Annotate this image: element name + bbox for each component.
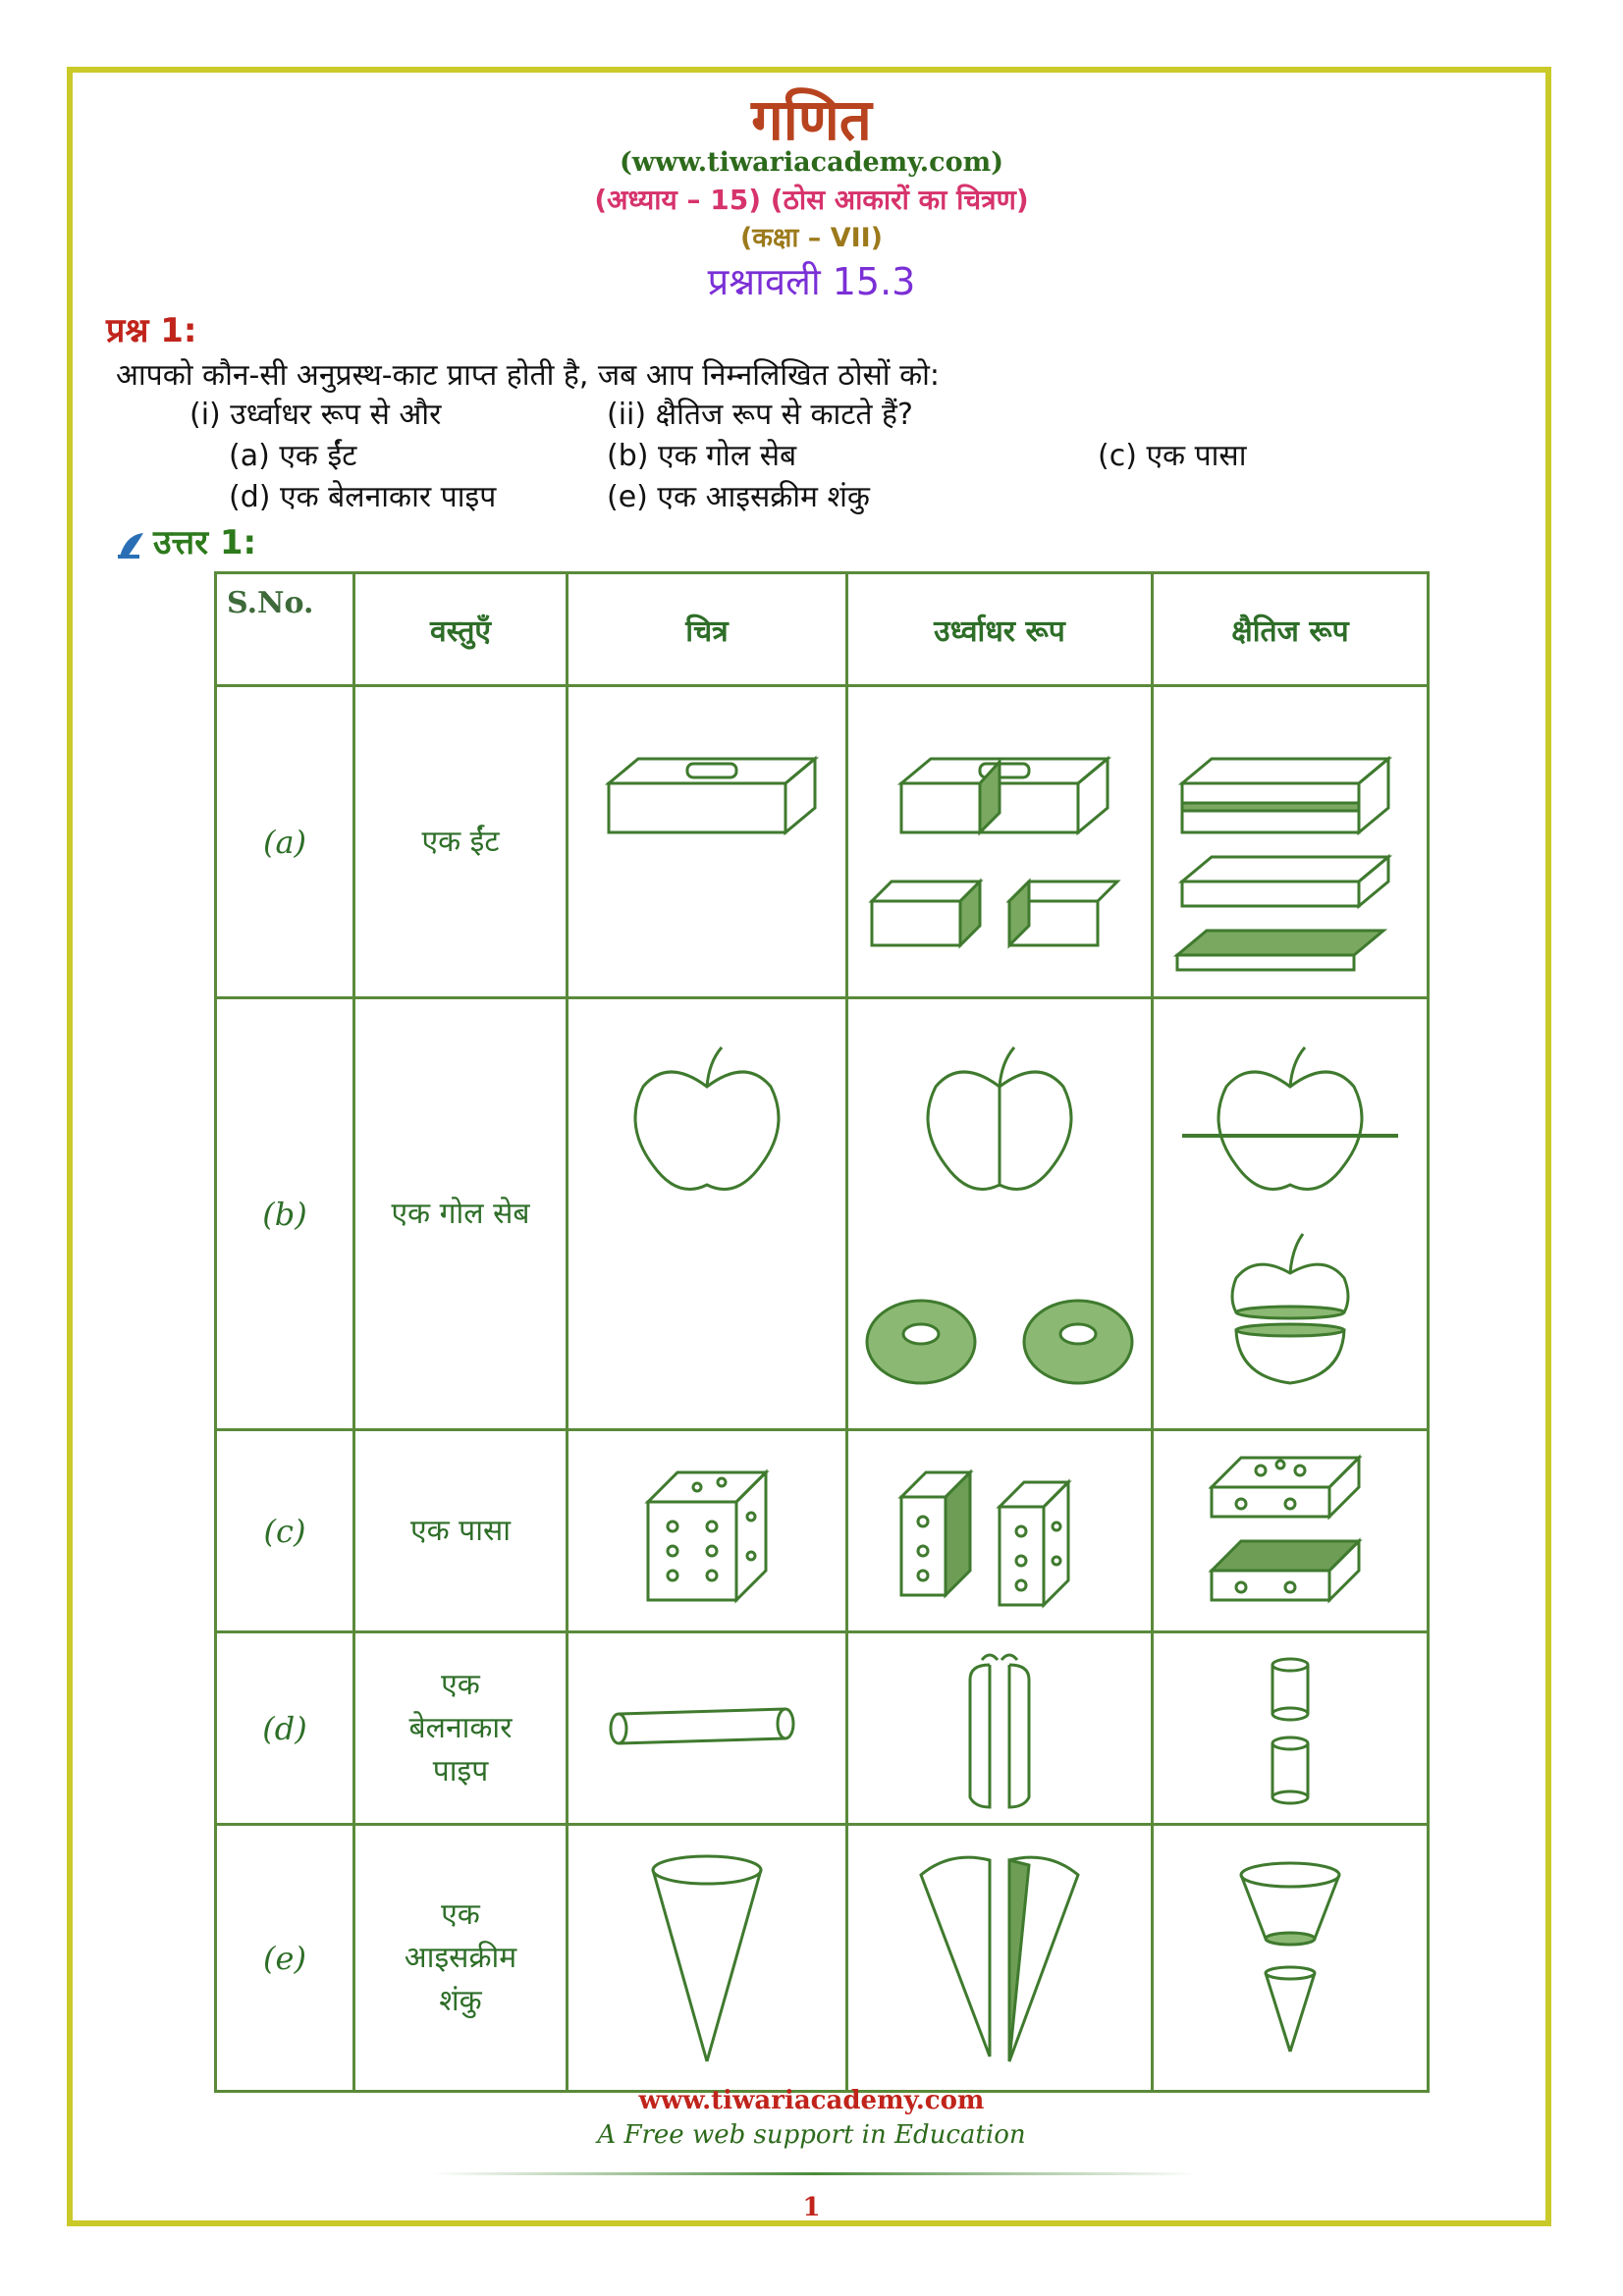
- footer-website-link[interactable]: www.tiwariacademy.com: [638, 2086, 985, 2115]
- brick-vertical-cell: [847, 686, 1153, 998]
- option-c: (c) एक पासा: [1098, 439, 1247, 473]
- row-object-name: एक गोल सेब: [354, 998, 568, 1430]
- exercise-title: प्रश्नावली 15.3: [707, 260, 916, 303]
- header-vertical: उर्ध्वाधर रूप: [847, 573, 1153, 686]
- apple-vertical-cell: [847, 998, 1153, 1430]
- table-row: [216, 686, 1429, 998]
- row-object-name: [354, 1825, 568, 2092]
- brick-figure-cell: [568, 686, 847, 998]
- die-figure-cell: [568, 1430, 847, 1632]
- header-sno: S.No.: [216, 573, 354, 686]
- page-number: 1: [802, 2193, 821, 2222]
- cone-horizontal-cut: [1212, 1836, 1369, 2081]
- mode-vertical: (i) उर्ध्वाधर रूप से और: [189, 398, 442, 432]
- object-name-line: एक: [441, 1667, 480, 1702]
- row-object-name: [354, 1632, 568, 1825]
- pipe-figure-cell: [568, 1632, 847, 1825]
- question-label: प्रश्न 1:: [106, 311, 197, 350]
- option-d: (d) एक बेलनाकार पाइप: [229, 480, 497, 514]
- pipe-horizontal-cut: [1251, 1640, 1329, 1817]
- row-sno: (a): [216, 686, 354, 998]
- page-title: गणित: [751, 86, 872, 153]
- brick-figure: [589, 705, 825, 980]
- table-row: [216, 1825, 1429, 2092]
- apple-horizontal-cell: [1153, 998, 1429, 1430]
- cone-figure: [628, 1836, 785, 2081]
- table-row: [216, 1430, 1429, 1632]
- die-vertical-cut: [882, 1443, 1117, 1620]
- cone-figure-cell: [568, 1825, 847, 2092]
- row-object-name: एक पासा: [354, 1430, 568, 1632]
- apple-vertical-cut: [857, 1018, 1142, 1411]
- table-row: [216, 1632, 1429, 1825]
- die-figure: [628, 1443, 785, 1620]
- apple-figure: [609, 1018, 805, 1411]
- object-name-line: शंकु: [439, 1983, 482, 2018]
- class-label: (कक्षा – VII): [739, 223, 884, 253]
- cone-vertical-cell: [847, 1825, 1153, 2092]
- header-object: वस्तुएँ: [354, 573, 568, 686]
- apple-figure-cell: [568, 998, 847, 1430]
- pipe-figure: [589, 1680, 825, 1778]
- object-name-line: आइसक्रीम: [404, 1940, 517, 1975]
- academy-logo-icon: [116, 529, 147, 561]
- brick-horizontal-cell: [1153, 686, 1429, 998]
- brick-horizontal-cut: [1163, 705, 1418, 980]
- option-e: (e) एक आइसक्रीम शंकु: [607, 480, 870, 514]
- row-sno: (c): [216, 1430, 354, 1632]
- row-object-name: एक ईंट: [354, 686, 568, 998]
- table-row: [216, 998, 1429, 1430]
- row-sno: (b): [216, 998, 354, 1430]
- table-header-row: [216, 573, 1429, 686]
- object-name-line: पाइप: [432, 1753, 489, 1789]
- answer-label: उत्तर 1:: [153, 523, 257, 562]
- die-horizontal-cut: [1192, 1443, 1388, 1620]
- option-a: (a) एक ईंट: [229, 439, 357, 473]
- cone-vertical-cut: [901, 1836, 1098, 2081]
- question-text: आपको कौन-सी अनुप्रस्थ-काट प्राप्त होती है, जब आप निम्नलिखित ठोसों को:: [116, 358, 941, 393]
- chapter-title: (अध्याय – 15) (ठोस आकारों का चित्रण): [594, 184, 1029, 216]
- object-name-line: एक: [441, 1896, 480, 1932]
- mode-horizontal: (ii) क्षैतिज रूप से काटते हैं?: [607, 398, 913, 432]
- website-link[interactable]: (www.tiwariacademy.com): [620, 147, 1003, 178]
- cone-horizontal-cell: [1153, 1825, 1429, 2092]
- footer-divider: [432, 2172, 1198, 2175]
- brick-vertical-cut: [862, 705, 1137, 980]
- row-sno: (e): [216, 1825, 354, 2092]
- pipe-vertical-cell: [847, 1632, 1153, 1825]
- footer-tagline: A Free web support in Education: [597, 2120, 1026, 2150]
- header-figure: चित्र: [568, 573, 847, 686]
- answer-heading: [116, 518, 256, 563]
- pipe-horizontal-cell: [1153, 1632, 1429, 1825]
- option-b: (b) एक गोल सेब: [607, 439, 797, 473]
- row-sno: (d): [216, 1632, 354, 1825]
- die-vertical-cell: [847, 1430, 1153, 1632]
- answer-table: [214, 571, 1430, 2093]
- object-name-line: बेलनाकार: [408, 1710, 513, 1745]
- die-horizontal-cell: [1153, 1430, 1429, 1632]
- apple-horizontal-cut: [1167, 1018, 1413, 1411]
- pipe-vertical-cut: [941, 1640, 1058, 1817]
- header-horizontal: क्षैतिज रूप: [1153, 573, 1429, 686]
